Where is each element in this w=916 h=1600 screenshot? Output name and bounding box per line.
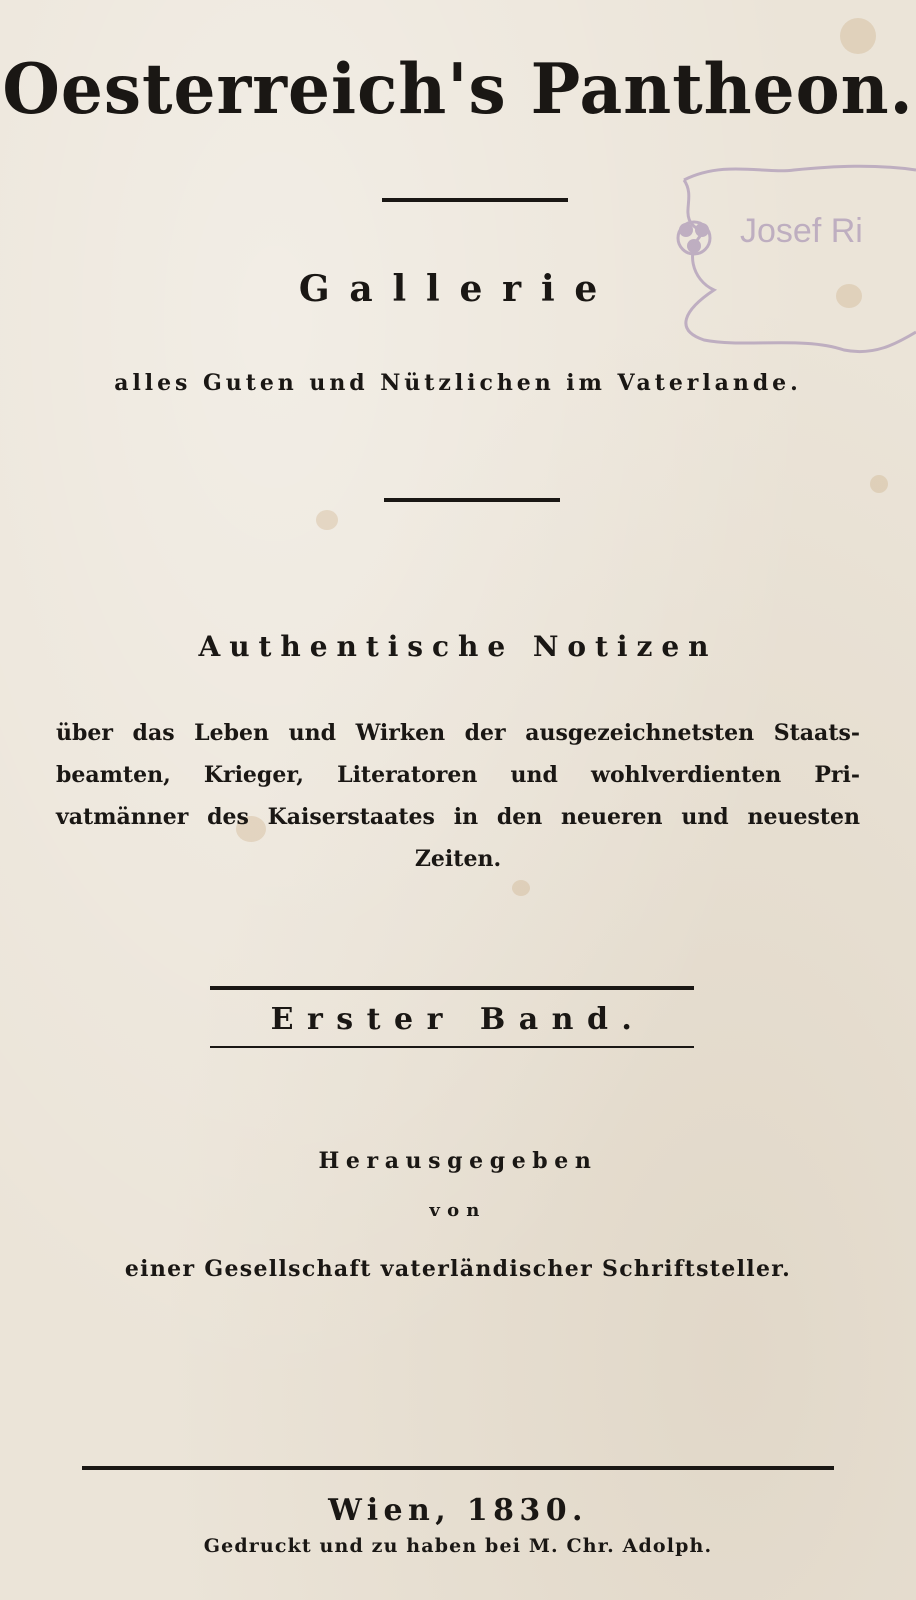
foxing-spot [512, 880, 530, 896]
notes-heading: Authentische Notizen [198, 630, 718, 663]
divider-top [382, 198, 568, 202]
volume-rule-bottom [210, 1046, 694, 1048]
volume-rule-top [210, 986, 694, 990]
editor-line2: von [429, 1200, 487, 1221]
book-title: Oesterreich's Pantheon. [2, 48, 914, 130]
subtitle: Gallerie [298, 268, 618, 310]
imprint-rule [82, 1466, 834, 1470]
stamp-frame-icon [664, 160, 916, 360]
editor-line1: Herausgegeben [318, 1148, 598, 1174]
notes-body: über das Leben und Wirken der ausgezeichnetsten Staats-beamten, Krieger, Literatoren und wohlverdienten Pri-vatmänner des Kaiserstaates in den neueren und neuesten Zeiten. [56, 720, 860, 872]
volume-label: Erster Band. [270, 1002, 646, 1037]
imprint-place-year: Wien, 1830. [328, 1493, 588, 1528]
imprint-printer: Gedruckt und zu haben bei M. Chr. Adolph. [203, 1535, 713, 1557]
library-stamp [664, 160, 916, 360]
foxing-spot [870, 475, 888, 493]
subtitle-line2: alles Guten und Nützlichen im Vaterlande. [114, 370, 802, 396]
divider-middle [384, 498, 560, 502]
stamp-text: Josef Ri [740, 212, 863, 250]
foxing-spot [316, 510, 338, 530]
editor-line3: einer Gesellschaft vaterländischer Schriftsteller. [124, 1256, 792, 1282]
